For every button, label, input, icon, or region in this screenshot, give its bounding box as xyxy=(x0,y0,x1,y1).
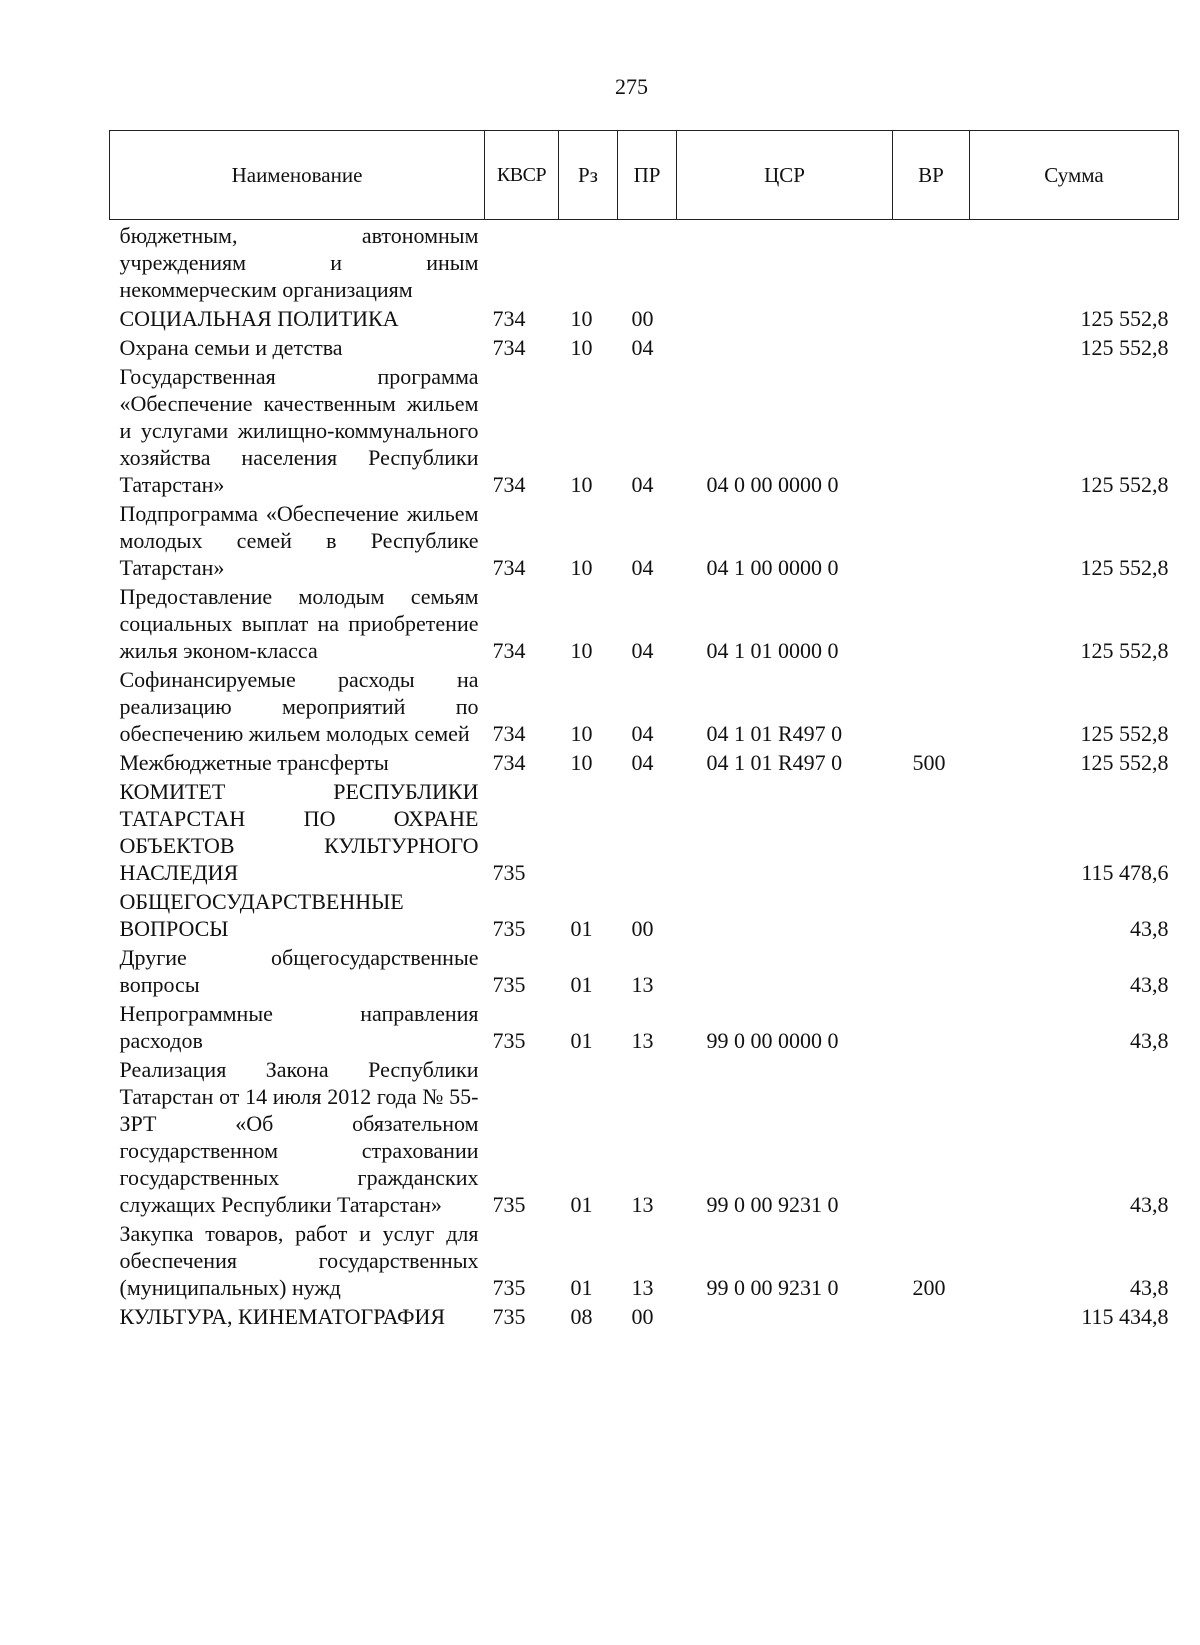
table-row xyxy=(110,500,1179,583)
cell-rz: 10 xyxy=(570,638,593,663)
cell-sum: 125 552,8 xyxy=(1080,638,1169,663)
table-row xyxy=(110,334,1179,363)
table-row xyxy=(110,363,1179,500)
cell-pr xyxy=(618,778,677,888)
cell-csr: 99 0 00 0000 0 xyxy=(706,1028,839,1053)
cell-sum: 115 478,6 xyxy=(1081,860,1169,885)
table-row xyxy=(110,1056,1179,1220)
cell-kvsr: 734 xyxy=(492,721,526,746)
cell-pr: 04 xyxy=(631,335,654,360)
table-body xyxy=(110,220,1179,1333)
cell-rz: 10 xyxy=(570,472,593,497)
table-row xyxy=(110,220,1179,306)
table-row xyxy=(110,778,1179,888)
cell-rz xyxy=(559,220,618,306)
cell-rz: 01 xyxy=(570,1192,593,1217)
cell-vr: 500 xyxy=(912,750,946,775)
cell-name: КОМИТЕТ РЕСПУБЛИКИ ТАТАРСТАН ПО ОХРАНЕ ОБЪЕКТОВ КУЛЬТУРНОГО НАСЛЕДИЯ xyxy=(119,779,479,885)
cell-pr: 04 xyxy=(631,472,654,497)
cell-csr xyxy=(677,888,893,944)
cell-sum: 115 434,8 xyxy=(1081,1304,1169,1329)
cell-name: Непрограммные направления расходов xyxy=(119,1001,479,1053)
cell-kvsr: 735 xyxy=(492,1028,526,1053)
cell-name: Межбюджетные трансферты xyxy=(119,750,389,775)
cell-name: Предоставление молодым семьям социальных выплат на приобретение жилья эконом-класса xyxy=(119,584,479,663)
cell-kvsr: 735 xyxy=(492,860,526,885)
cell-csr xyxy=(677,1303,893,1332)
cell-rz: 10 xyxy=(570,721,593,746)
cell-pr xyxy=(618,220,677,306)
header-csr: ЦСР xyxy=(677,131,893,220)
cell-sum: 125 552,8 xyxy=(1080,750,1169,775)
cell-name: Другие общегосударственные вопросы xyxy=(119,945,479,997)
cell-vr xyxy=(893,778,970,888)
header-rz: Рз xyxy=(559,131,618,220)
cell-rz: 01 xyxy=(570,1028,593,1053)
cell-vr xyxy=(893,334,970,363)
page-number: 275 xyxy=(615,74,648,99)
cell-kvsr: 734 xyxy=(492,555,526,580)
cell-rz: 10 xyxy=(570,306,593,331)
cell-rz: 08 xyxy=(570,1304,593,1329)
cell-name: Закупка товаров, работ и услуг для обеспечения государственных (муниципальных) нужд xyxy=(119,1221,479,1300)
cell-pr: 13 xyxy=(631,1275,654,1300)
table-row xyxy=(110,583,1179,666)
cell-name: Реализация Закона Республики Татарстан от 14 июля 2012 года № 55-ЗРТ «Об обязательном государственном страховании государственных гражданских служащих Республики Татарстан» xyxy=(119,1057,479,1217)
table-row xyxy=(110,1303,1179,1332)
cell-vr xyxy=(893,666,970,749)
cell-pr: 04 xyxy=(631,638,654,663)
cell-name: КУЛЬТУРА, КИНЕМАТОГРАФИЯ xyxy=(119,1304,446,1329)
cell-csr xyxy=(677,334,893,363)
table-row xyxy=(110,749,1179,778)
table-row xyxy=(110,305,1179,334)
cell-vr xyxy=(893,1000,970,1056)
cell-sum: 43,8 xyxy=(1130,916,1169,941)
cell-sum: 125 552,8 xyxy=(1080,306,1169,331)
cell-sum: 125 552,8 xyxy=(1080,472,1169,497)
cell-csr: 04 1 00 0000 0 xyxy=(706,555,839,580)
cell-kvsr: 734 xyxy=(492,472,526,497)
cell-name: ОБЩЕГОСУДАРСТВЕННЫЕ ВОПРОСЫ xyxy=(119,889,404,941)
cell-name: Охрана семьи и детства xyxy=(119,335,343,360)
cell-name: Государственная программа «Обеспечение качественным жильем и услугами жилищно-коммунального хозяйства населения Республики Татарстан» xyxy=(119,364,479,497)
table-row xyxy=(110,944,1179,1000)
cell-sum: 43,8 xyxy=(1130,1028,1169,1053)
cell-pr: 13 xyxy=(631,972,654,997)
cell-pr: 00 xyxy=(631,916,654,941)
cell-sum xyxy=(970,220,1179,306)
cell-name: Подпрограмма «Обеспечение жильем молодых семей в Республике Татарстан» xyxy=(119,501,479,580)
cell-sum: 125 552,8 xyxy=(1080,335,1169,360)
cell-vr xyxy=(893,220,970,306)
cell-name: бюджетным, автономным учреждениям и иным некоммерческим организациям xyxy=(119,223,479,302)
cell-kvsr: 734 xyxy=(492,306,526,331)
table-row xyxy=(110,888,1179,944)
header-name: Наименование xyxy=(110,131,485,220)
cell-kvsr: 734 xyxy=(492,638,526,663)
cell-csr xyxy=(677,305,893,334)
cell-rz xyxy=(559,778,618,888)
cell-kvsr: 734 xyxy=(492,335,526,360)
cell-rz: 10 xyxy=(570,555,593,580)
cell-vr xyxy=(893,888,970,944)
table-header xyxy=(110,131,1179,220)
cell-pr: 13 xyxy=(631,1192,654,1217)
cell-csr: 04 1 01 R497 0 xyxy=(706,721,843,746)
cell-pr: 13 xyxy=(631,1028,654,1053)
header-sum: Сумма xyxy=(970,131,1179,220)
table-row xyxy=(110,1220,1179,1303)
cell-csr xyxy=(677,220,893,306)
budget-table xyxy=(109,130,1179,1332)
cell-pr: 04 xyxy=(631,555,654,580)
table-row xyxy=(110,666,1179,749)
cell-pr: 04 xyxy=(631,721,654,746)
cell-vr xyxy=(893,1303,970,1332)
table-row xyxy=(110,1000,1179,1056)
cell-kvsr: 735 xyxy=(492,972,526,997)
header-kvsr: КВСР xyxy=(485,131,559,220)
cell-sum: 125 552,8 xyxy=(1080,721,1169,746)
cell-vr xyxy=(893,363,970,500)
cell-rz: 10 xyxy=(570,750,593,775)
cell-vr xyxy=(893,944,970,1000)
cell-vr: 200 xyxy=(912,1275,946,1300)
cell-pr: 04 xyxy=(631,750,654,775)
cell-kvsr: 735 xyxy=(492,1275,526,1300)
cell-name: СОЦИАЛЬНАЯ ПОЛИТИКА xyxy=(119,306,399,331)
cell-kvsr: 734 xyxy=(492,750,526,775)
cell-csr xyxy=(677,944,893,1000)
cell-rz: 01 xyxy=(570,972,593,997)
cell-pr: 00 xyxy=(631,306,654,331)
cell-name: Софинансируемые расходы на реализацию мероприятий по обеспечению жильем молодых семей xyxy=(119,667,479,746)
cell-kvsr xyxy=(485,220,559,306)
cell-sum: 125 552,8 xyxy=(1080,555,1169,580)
cell-sum: 43,8 xyxy=(1130,1275,1169,1300)
cell-pr: 00 xyxy=(631,1304,654,1329)
cell-kvsr: 735 xyxy=(492,1192,526,1217)
cell-csr: 99 0 00 9231 0 xyxy=(706,1275,839,1300)
header-pr: ПР xyxy=(618,131,677,220)
cell-rz: 01 xyxy=(570,916,593,941)
cell-vr xyxy=(893,305,970,334)
cell-rz: 01 xyxy=(570,1275,593,1300)
cell-kvsr: 735 xyxy=(492,1304,526,1329)
header-vr: ВР xyxy=(893,131,970,220)
cell-csr: 04 1 01 R497 0 xyxy=(706,750,843,775)
cell-sum: 43,8 xyxy=(1130,1192,1169,1217)
cell-csr: 04 1 01 0000 0 xyxy=(706,638,839,663)
cell-kvsr: 735 xyxy=(492,916,526,941)
cell-csr: 04 0 00 0000 0 xyxy=(706,472,839,497)
cell-vr xyxy=(893,500,970,583)
cell-csr xyxy=(677,778,893,888)
cell-csr: 99 0 00 9231 0 xyxy=(706,1192,839,1217)
cell-vr xyxy=(893,1056,970,1220)
cell-sum: 43,8 xyxy=(1130,972,1169,997)
cell-vr xyxy=(893,583,970,666)
cell-rz: 10 xyxy=(570,335,593,360)
